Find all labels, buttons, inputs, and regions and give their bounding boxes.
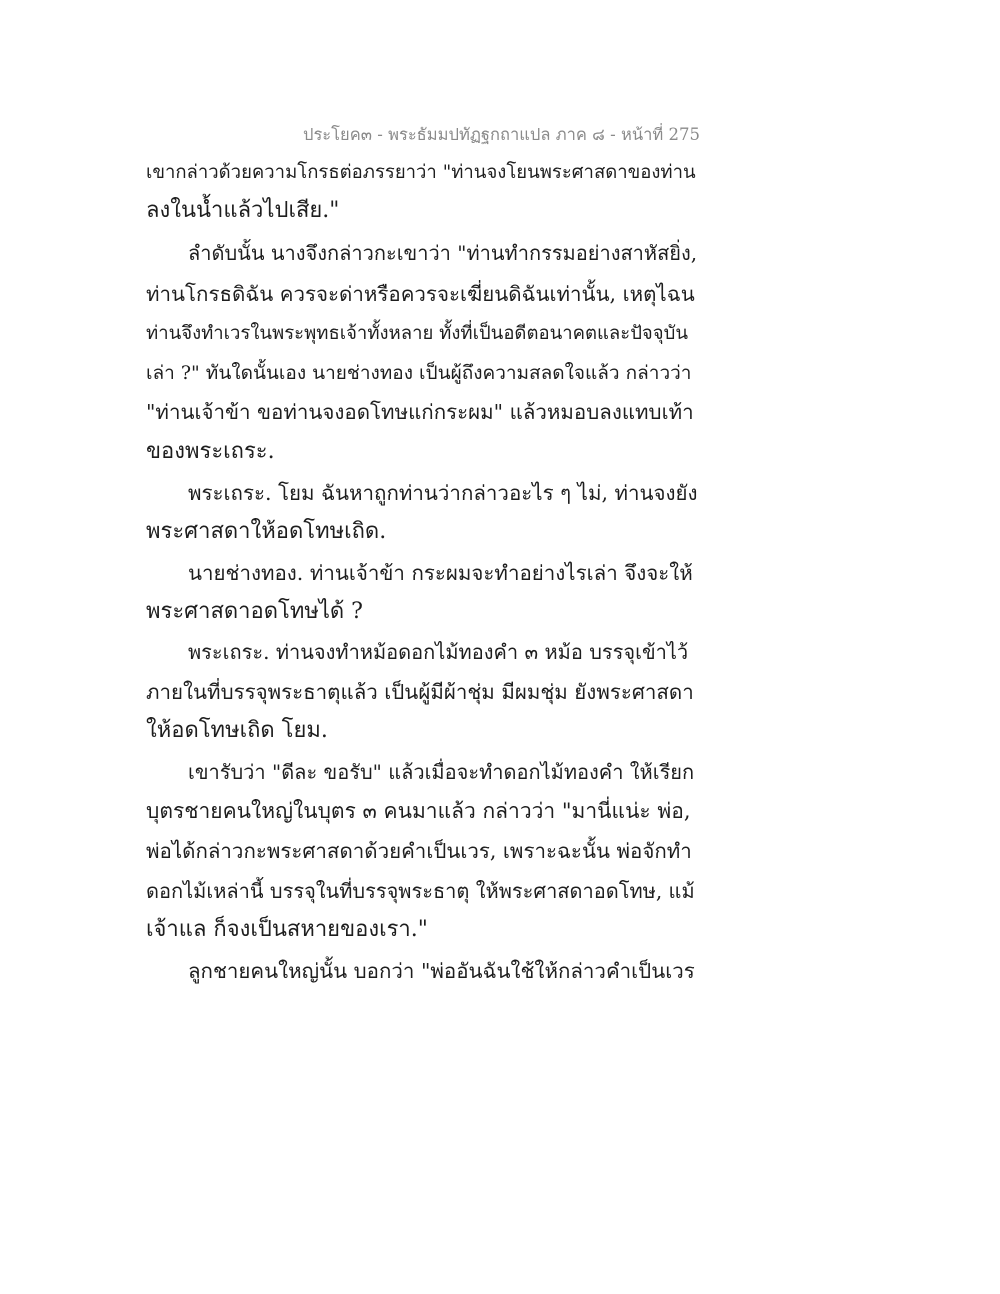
text-line: พระศาสดาให้อดโทษเถิด. [146, 519, 387, 544]
text-line: ท่านจึงทำเวรในพระพุทธเจ้าทั้งหลาย ทั้งที่เป็นอดีตอนาคตและปัจจุบัน [146, 323, 689, 344]
text-line: ท่านโกรธดิฉัน ควรจะด่าหรือควรจะเฆี่ยนดิฉันเท่านั้น, เหตุไฉน [146, 282, 695, 306]
text-line: เจ้าแล ก็จงเป็นสหายของเรา." [146, 917, 428, 942]
text-line: บุตรชายคนใหญ่ในบุตร ๓ คนมาแล้ว กล่าวว่า "มานี่แน่ะ พ่อ, [146, 799, 691, 823]
text-line: ให้อดโทษเถิด โยม. [146, 718, 328, 743]
text-line: "ท่านเจ้าข้า ขอท่านจงอดโทษแก่กระผม" แล้วหมอบลงแทบเท้า [146, 400, 694, 424]
text-line: เล่า ?" ทันใดนั้นเอง นายช่างทอง เป็นผู้ถึงความสลดใจแล้ว กล่าวว่า [146, 362, 692, 384]
text-line: ดอกไม้เหล่านี้ บรรจุในที่บรรจุพระธาตุ ให้พระศาสดาอดโทษ, แม้ [146, 879, 695, 903]
text-line: พระเถระ. ท่านจงทำหม้อดอกไม้ทองคำ ๓ หม้อ บรรจุเข้าไว้ [188, 640, 689, 664]
text-line: ของพระเถระ. [146, 439, 275, 464]
text-line: ลูกชายคนใหญ่นั้น บอกว่า "พ่ออันฉันใช้ให้กล่าวคำเป็นเวร [188, 959, 695, 983]
text-line: ภายในที่บรรจุพระธาตุแล้ว เป็นผู้มีผ้าชุ่ม มีผมชุ่ม ยังพระศาสดา [146, 680, 694, 704]
text-line: นายช่างทอง. ท่านเจ้าข้า กระผมจะทำอย่างไรเล่า จึงจะให้ [188, 561, 693, 585]
text-line: พระเถระ. โยม ฉันหาถูกท่านว่ากล่าวอะไร ๆ ไม่, ท่านจงยัง [188, 481, 698, 505]
text-line: พ่อได้กล่าวกะพระศาสดาด้วยคำเป็นเวร, เพราะฉะนั้น พ่อจักทำ [146, 839, 692, 863]
text-line: เขารับว่า "ดีละ ขอรับ" แล้วเมื่อจะทำดอกไม้ทองคำ ให้เรียก [188, 760, 695, 784]
running-head: ประโยค๓ - พระธัมมปทัฏฐกถาแปล ภาค ๘ - หน้าที่ 275 [302, 125, 700, 144]
text-line: ลงในน้ำแล้วไปเสีย." [146, 198, 340, 223]
text-line: พระศาสดาอดโทษได้ ? [146, 599, 363, 624]
text-line: ลำดับนั้น นางจึงกล่าวกะเขาว่า "ท่านทำกรรมอย่างสาหัสยิ่ง, [188, 241, 698, 265]
text-line: เขากล่าวด้วยความโกรธต่อภรรยาว่า "ท่านจงโยนพระศาสดาของท่าน [146, 162, 696, 183]
